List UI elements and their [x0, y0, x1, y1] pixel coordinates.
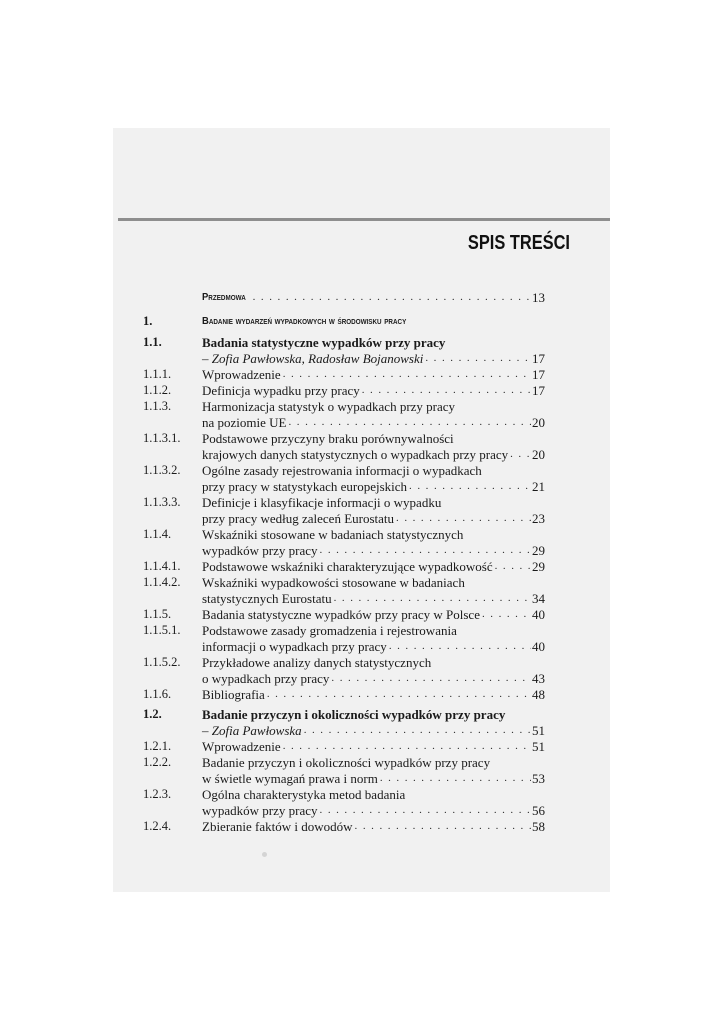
page-heading: SPIS TREŚCI	[467, 232, 570, 254]
toc-page: 48	[532, 687, 545, 702]
toc-number: 1.	[143, 314, 153, 328]
toc-number: 1.1.1.	[143, 367, 172, 381]
toc-number: 1.1.3.3.	[143, 495, 181, 509]
toc-title: statystycznych Eurostatu	[202, 591, 332, 606]
toc-title: Definicje i klasyfikacje informacji o wypadku	[202, 495, 442, 510]
toc-title: Badanie przyczyn i okoliczności wypadków przy pracy	[202, 707, 506, 722]
toc-title: – Zofia Pawłowska	[202, 723, 302, 738]
toc-page: 43	[532, 671, 545, 686]
toc-number: 1.1.5.2.	[143, 655, 181, 669]
toc-title: wypadków przy pracy	[202, 543, 318, 558]
toc-number: 1.1.5.1.	[143, 623, 181, 637]
toc-page: 53	[532, 771, 545, 786]
toc-page: 17	[532, 383, 545, 398]
toc-number: 1.1.	[143, 335, 162, 349]
toc-title: Ogólne zasady rejestrowania informacji o wypadkach	[202, 463, 482, 478]
toc-page: 51	[532, 739, 545, 754]
toc-number: 1.2.1.	[143, 739, 172, 753]
toc-number: 1.1.4.1.	[143, 559, 181, 573]
toc-number: 1.1.4.2.	[143, 575, 181, 589]
toc-page: 20	[532, 415, 545, 430]
toc-page: 23	[532, 511, 545, 526]
toc-title: Definicja wypadku przy pracy	[202, 383, 360, 398]
toc-title: Wskaźniki stosowane w badaniach statystycznych	[202, 527, 464, 542]
toc-number: 1.1.6.	[143, 687, 172, 701]
toc-title: Bibliografia	[202, 687, 265, 702]
toc-title: na poziomie UE	[202, 415, 287, 430]
toc-number: 1.1.2.	[143, 383, 172, 397]
toc-number: 1.2.4.	[143, 819, 172, 833]
toc-number: 1.2.2.	[143, 755, 172, 769]
toc-page: 40	[532, 607, 545, 622]
scan-speck	[262, 852, 267, 857]
toc-page: 20	[532, 447, 545, 462]
toc-title: przy pracy w statystykach europejskich	[202, 479, 408, 494]
toc-page: 51	[532, 723, 545, 738]
toc-number: 1.1.5.	[143, 607, 172, 621]
header-rule	[118, 218, 610, 221]
toc-title: Badanie wydarzeń wypadkowych w środowisku pracy	[202, 315, 407, 327]
toc-title: przy pracy według zaleceń Eurostatu	[202, 511, 395, 526]
toc-title: o wypadkach przy pracy	[202, 671, 330, 686]
toc-title: Badania statystyczne wypadków przy pracy w Polsce	[202, 607, 480, 622]
toc-title: Badania statystyczne wypadków przy pracy	[202, 335, 446, 350]
toc-page: 17	[532, 351, 545, 366]
toc-number: 1.1.3.1.	[143, 431, 181, 445]
toc-title: Podstawowe zasady gromadzenia i rejestrowania	[202, 623, 457, 638]
toc-page: 40	[532, 639, 545, 654]
toc-number: 1.1.3.2.	[143, 463, 181, 477]
toc-page: 58	[532, 819, 545, 834]
toc-page: 29	[532, 543, 545, 558]
toc-title: Podstawowe przyczyny braku porównywalności	[202, 431, 454, 446]
toc-page: 29	[532, 559, 545, 574]
toc-page: 34	[532, 591, 545, 606]
toc-number: 1.2.3.	[143, 787, 172, 801]
toc-page: 21	[532, 479, 545, 494]
toc-title: w świetle wymagań prawa i norm	[202, 771, 378, 786]
toc-title: krajowych danych statystycznych o wypadkach przy pracy	[202, 447, 509, 462]
toc-number: 1.2.	[143, 707, 162, 721]
toc-title: Przykładowe analizy danych statystycznych	[202, 655, 432, 670]
toc-title: Wprowadzenie	[202, 367, 281, 382]
toc-number: 1.1.4.	[143, 527, 172, 541]
toc-title: Wskaźniki wypadkowości stosowane w badaniach	[202, 575, 465, 590]
toc-title: Harmonizacja statystyk o wypadkach przy pracy	[202, 399, 456, 414]
toc-page: 56	[532, 803, 545, 818]
toc-title: Zbieranie faktów i dowodów	[202, 819, 353, 834]
toc-page: 13	[532, 290, 545, 305]
toc-title: Podstawowe wskaźniki charakteryzujące wypadkowość	[202, 559, 493, 574]
toc-title: Badanie przyczyn i okoliczności wypadków przy pracy	[202, 755, 491, 770]
toc-title: Przedmowa	[202, 291, 246, 303]
toc-title: wypadków przy pracy	[202, 803, 318, 818]
toc-number: 1.1.3.	[143, 399, 172, 413]
toc-page: 17	[532, 367, 545, 382]
toc-title: Wprowadzenie	[202, 739, 281, 754]
toc-title: informacji o wypadkach przy pracy	[202, 639, 387, 654]
toc-title: – Zofia Pawłowska, Radosław Bojanowski	[202, 351, 424, 366]
toc-title: Ogólna charakterystyka metod badania	[202, 787, 406, 802]
